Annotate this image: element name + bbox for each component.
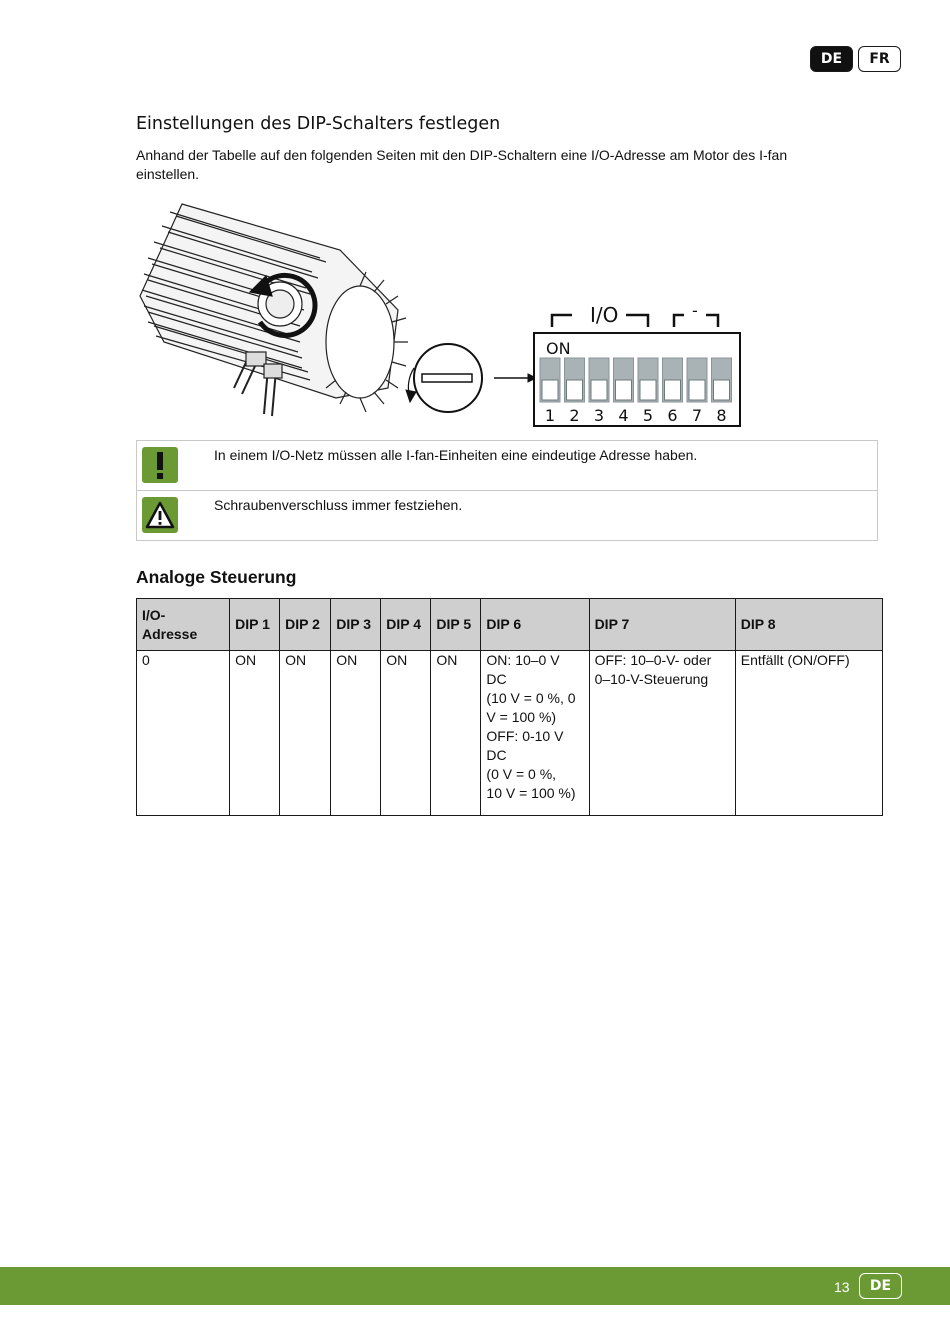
dip-switch-illustration bbox=[130, 192, 750, 432]
note-important bbox=[137, 441, 877, 490]
warning-triangle-icon bbox=[142, 497, 178, 533]
cell-dip-1: ON bbox=[230, 651, 280, 816]
header-dip-5: DIP 5 bbox=[431, 599, 481, 651]
dip6-line: OFF: 0-10 V bbox=[486, 728, 564, 744]
lang-badge-fr[interactable]: FR bbox=[858, 46, 901, 72]
switch-number-label: 2 bbox=[569, 406, 580, 425]
notes-box bbox=[136, 440, 878, 541]
dip7-line: OFF: 10–0-V- oder bbox=[594, 652, 712, 668]
header-dip-1: DIP 1 bbox=[230, 599, 280, 651]
dip6-line: (10 V = 0 %, 0 bbox=[486, 690, 576, 706]
header-io-address: I/O-Adresse bbox=[137, 599, 230, 651]
page-number: 13 bbox=[834, 1279, 850, 1295]
note-warning-text: Schraubenverschluss immer festziehen. bbox=[214, 497, 463, 513]
switch-number-label: 5 bbox=[642, 406, 654, 425]
dip6-line: ON: 10–0 V bbox=[486, 652, 560, 668]
header-dip-4: DIP 4 bbox=[381, 599, 431, 651]
dip6-line: DC bbox=[486, 747, 507, 763]
dip-table bbox=[136, 598, 883, 816]
header-dip-7: DIP 7 bbox=[589, 599, 735, 651]
note-warning bbox=[137, 490, 877, 540]
screw-slot-detail bbox=[406, 344, 482, 412]
table-row bbox=[137, 651, 883, 816]
header-dip-8: DIP 8 bbox=[735, 599, 882, 651]
section-title: Einstellungen des DIP-Schalters festlegen bbox=[136, 114, 501, 134]
switch-number-label: 4 bbox=[618, 406, 629, 425]
header-dip-2: DIP 2 bbox=[280, 599, 331, 651]
cell-dip-4: ON bbox=[381, 651, 431, 816]
switch-number-label: 1 bbox=[544, 406, 556, 425]
exclamation-icon bbox=[142, 447, 178, 483]
note-important-text: In einem I/O-Netz müssen alle I-fan-Einheiten eine eindeutige Adresse haben. bbox=[214, 447, 698, 463]
switch-number-label: 7 bbox=[691, 406, 703, 425]
dip6-line: DC bbox=[486, 671, 507, 687]
lang-badge-de[interactable]: DE bbox=[810, 46, 853, 72]
switch-number-label: 3 bbox=[593, 406, 605, 425]
dip6-line: V = 100 %) bbox=[486, 709, 557, 725]
on-label: ON bbox=[546, 339, 571, 358]
motor-illustration bbox=[140, 204, 408, 416]
footer-bar bbox=[0, 1267, 950, 1305]
dash-label: - bbox=[692, 301, 698, 320]
footer-lang-badge: DE bbox=[859, 1273, 902, 1299]
cell-address: 0 bbox=[137, 651, 230, 816]
switch-number-label: 6 bbox=[667, 406, 678, 425]
table-title: Analoge Steuerung bbox=[136, 567, 297, 587]
dip6-line: (0 V = 0 %, bbox=[486, 766, 557, 782]
arrow-right-icon bbox=[494, 374, 536, 382]
table-header-row bbox=[137, 599, 883, 651]
cell-dip-2: ON bbox=[280, 651, 331, 816]
section-intro: Anhand der Tabelle auf den folgenden Seiten mit den DIP-Schaltern eine I/O-Adresse am Motor des I-fan einstellen. bbox=[136, 147, 788, 182]
cell-dip-8: Entfällt (ON/OFF) bbox=[735, 651, 882, 816]
cell-dip-5: ON bbox=[431, 651, 481, 816]
header-dip-3: DIP 3 bbox=[331, 599, 381, 651]
switch-number-label: 8 bbox=[716, 406, 727, 425]
header-dip-6: DIP 6 bbox=[481, 599, 589, 651]
dip6-line: 10 V = 100 %) bbox=[486, 785, 576, 801]
io-label: I/O bbox=[590, 303, 619, 327]
cell-dip-3: ON bbox=[331, 651, 381, 816]
cell-dip-6 bbox=[481, 651, 589, 816]
cell-dip-7 bbox=[589, 651, 735, 816]
dip7-line: 0–10-V-Steuerung bbox=[594, 671, 709, 687]
dip-switch-figure bbox=[130, 192, 750, 432]
